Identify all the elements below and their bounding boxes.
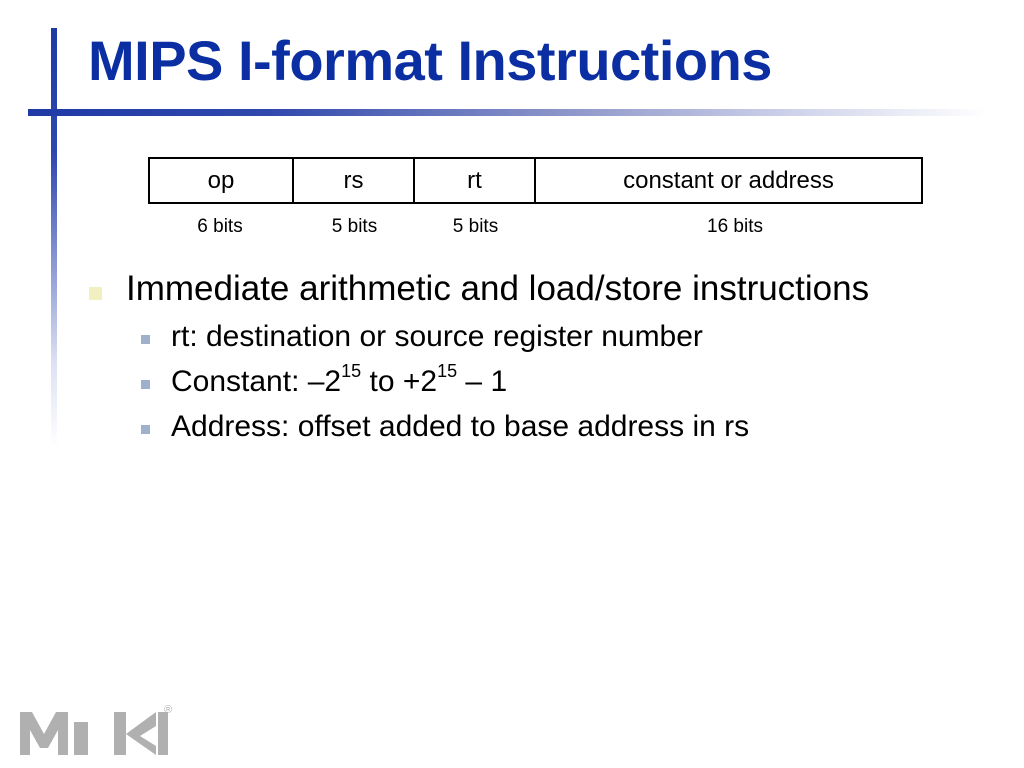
sub-bullet-address: Address: offset added to base address in rs xyxy=(171,410,750,443)
bullet-square-icon xyxy=(89,287,102,300)
constant-middle: to +2 xyxy=(361,365,438,398)
field-constant-or-address: constant or address xyxy=(535,158,922,203)
sub-bullet-square-icon xyxy=(141,380,150,389)
field-widths-row xyxy=(0,215,1024,239)
horizontal-accent-bar xyxy=(28,109,988,116)
constant-exponent-2: 15 xyxy=(437,361,458,381)
constant-suffix: – 1 xyxy=(457,365,508,398)
field-op: op xyxy=(149,158,293,203)
width-rs: 5 bits xyxy=(331,216,378,237)
constant-prefix: Constant: –2 xyxy=(171,365,342,398)
sub-bullet-square-icon xyxy=(141,425,150,434)
instruction-format-table xyxy=(148,157,923,204)
constant-exponent-1: 15 xyxy=(341,361,362,381)
sub-bullet-square-icon xyxy=(141,335,150,344)
mk-logo xyxy=(18,700,178,760)
width-constant-or-address: 16 bits xyxy=(707,216,763,237)
width-rt: 5 bits xyxy=(452,216,499,237)
bullet-main: Immediate arithmetic and load/store instructions xyxy=(126,269,870,308)
field-rs: rs xyxy=(293,158,414,203)
width-op: 6 bits xyxy=(197,216,243,237)
registered-mark: ® xyxy=(164,704,173,716)
mk-logo-icon xyxy=(18,700,178,760)
slide-title: MIPS I-format Instructions xyxy=(88,29,772,92)
sub-bullet-rt: rt: destination or source register number xyxy=(171,320,703,353)
field-rt: rt xyxy=(414,158,535,203)
sub-bullet-constant xyxy=(171,363,507,401)
